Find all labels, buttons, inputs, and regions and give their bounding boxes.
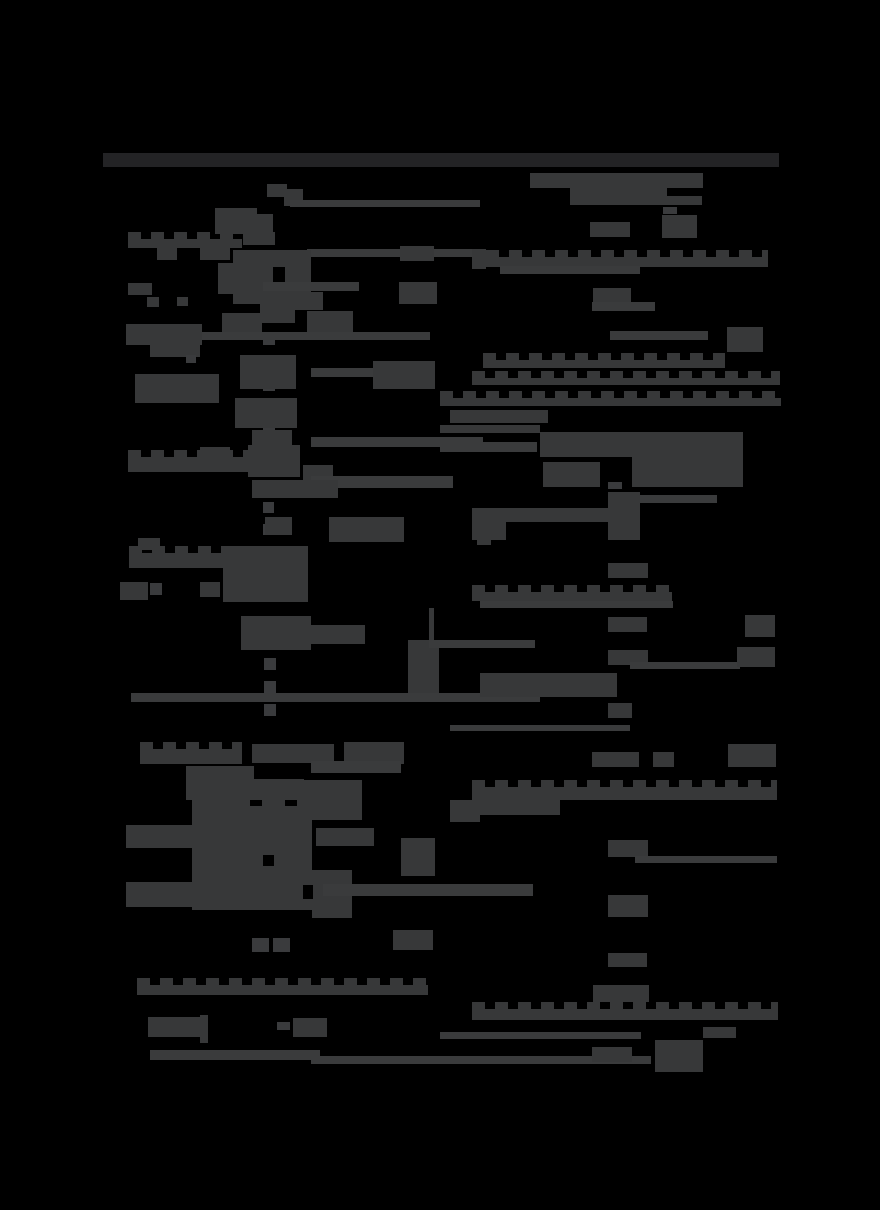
- rule-line: [290, 200, 480, 207]
- ink-block: [530, 173, 703, 188]
- text-row: [128, 232, 242, 248]
- text-row: [472, 1002, 778, 1020]
- ink-block: [608, 492, 640, 540]
- ink-block: [200, 1015, 208, 1043]
- ink-block: [450, 410, 548, 423]
- dot-block: [277, 1022, 290, 1030]
- ink-block: [401, 838, 435, 876]
- ink-block: [667, 196, 702, 205]
- ink-block: [472, 249, 486, 269]
- ink-block: [608, 953, 647, 967]
- ink-block: [245, 214, 273, 234]
- text-row: [472, 585, 672, 601]
- rule-line: [500, 266, 640, 274]
- ink-block: [480, 800, 560, 815]
- ink-block: [745, 615, 775, 637]
- ink-block: [265, 517, 292, 535]
- rule-line: [323, 884, 533, 896]
- page-top-rule: [103, 153, 779, 167]
- ink-hole: [285, 800, 297, 806]
- rule-line: [150, 1050, 320, 1060]
- rule-line: [307, 249, 480, 257]
- ink-block: [608, 617, 647, 632]
- ink-hole: [250, 800, 262, 806]
- dot-block: [252, 938, 269, 952]
- ink-block: [373, 361, 435, 389]
- ink-block: [252, 480, 338, 498]
- ink-block: [307, 311, 353, 332]
- ink-block: [540, 432, 743, 457]
- ink-block: [608, 895, 648, 917]
- ink-block: [329, 517, 404, 542]
- rule-line: [610, 331, 708, 340]
- rule-line: [640, 495, 717, 503]
- dot-block: [150, 583, 162, 595]
- ink-block: [593, 985, 649, 1002]
- ink-block: [218, 263, 261, 294]
- ink-block: [240, 355, 296, 389]
- ink-block: [592, 1047, 632, 1062]
- dot-block: [273, 938, 290, 952]
- rule-line: [200, 332, 430, 340]
- ink-block: [653, 752, 674, 767]
- rule-line: [263, 282, 359, 291]
- ink-block: [260, 295, 295, 323]
- ink-block: [126, 825, 192, 848]
- ink-block: [590, 222, 630, 237]
- dot-block: [264, 681, 276, 693]
- ink-block: [235, 398, 297, 428]
- rule-line: [131, 693, 540, 702]
- text-row: [140, 742, 242, 764]
- rule-line: [429, 640, 535, 648]
- ink-block: [608, 703, 632, 718]
- ink-block: [728, 744, 776, 767]
- rule-line: [440, 1032, 641, 1039]
- ink-block: [304, 780, 362, 820]
- rule-line: [592, 302, 655, 311]
- rule-line: [450, 725, 630, 731]
- ink-block: [720, 472, 743, 487]
- ink-block: [177, 297, 188, 306]
- text-row: [440, 391, 781, 406]
- dot-block: [263, 502, 274, 513]
- text-row: [472, 780, 777, 800]
- ink-block: [120, 582, 148, 600]
- ink-block: [243, 232, 275, 245]
- ink-hole: [303, 885, 313, 899]
- ink-block: [241, 616, 311, 650]
- ink-block: [543, 462, 600, 487]
- ink-block: [128, 283, 152, 295]
- ink-block: [655, 1040, 703, 1072]
- ink-block: [450, 800, 480, 822]
- dot-block: [186, 355, 196, 363]
- text-row: [128, 450, 248, 472]
- dot-block: [663, 207, 677, 214]
- ink-block: [293, 1018, 327, 1037]
- ink-block: [440, 425, 540, 433]
- ink-block: [316, 828, 374, 846]
- ink-block: [223, 546, 308, 602]
- ink-block: [393, 930, 433, 950]
- rule-line: [630, 662, 740, 669]
- ink-block: [593, 288, 631, 303]
- dot-block: [608, 482, 622, 489]
- rule-line: [311, 761, 401, 773]
- ink-block: [737, 647, 775, 667]
- ink-block: [157, 247, 177, 260]
- ink-block: [408, 640, 439, 694]
- ink-block: [200, 582, 220, 597]
- ink-block: [200, 247, 230, 260]
- ink-block: [138, 538, 160, 550]
- ink-block: [472, 522, 506, 540]
- ink-block: [135, 374, 219, 403]
- text-row: [472, 371, 780, 385]
- ink-block: [570, 188, 667, 205]
- ink-block: [399, 282, 437, 304]
- ink-block: [148, 1017, 200, 1037]
- ink-block: [608, 840, 648, 857]
- ink-block: [248, 445, 300, 477]
- ink-block: [662, 215, 697, 238]
- ink-block: [126, 324, 202, 345]
- text-row: [483, 353, 725, 368]
- rule-line: [480, 601, 673, 608]
- ink-block: [703, 1027, 736, 1038]
- ink-block: [400, 246, 434, 261]
- ink-block: [592, 752, 639, 767]
- ink-block: [200, 447, 230, 465]
- rule-line: [440, 442, 537, 452]
- text-row: [137, 978, 428, 995]
- ink-block: [608, 563, 648, 578]
- ink-block: [727, 327, 763, 352]
- ink-hole: [263, 855, 274, 866]
- ink-block: [429, 608, 434, 642]
- dot-block: [264, 658, 276, 670]
- text-row: [486, 250, 768, 267]
- rule-line: [635, 856, 777, 863]
- ink-block: [480, 673, 617, 697]
- ink-block: [126, 882, 223, 907]
- ink-block: [311, 625, 365, 644]
- dot-block: [264, 704, 276, 716]
- ink-block: [147, 297, 159, 307]
